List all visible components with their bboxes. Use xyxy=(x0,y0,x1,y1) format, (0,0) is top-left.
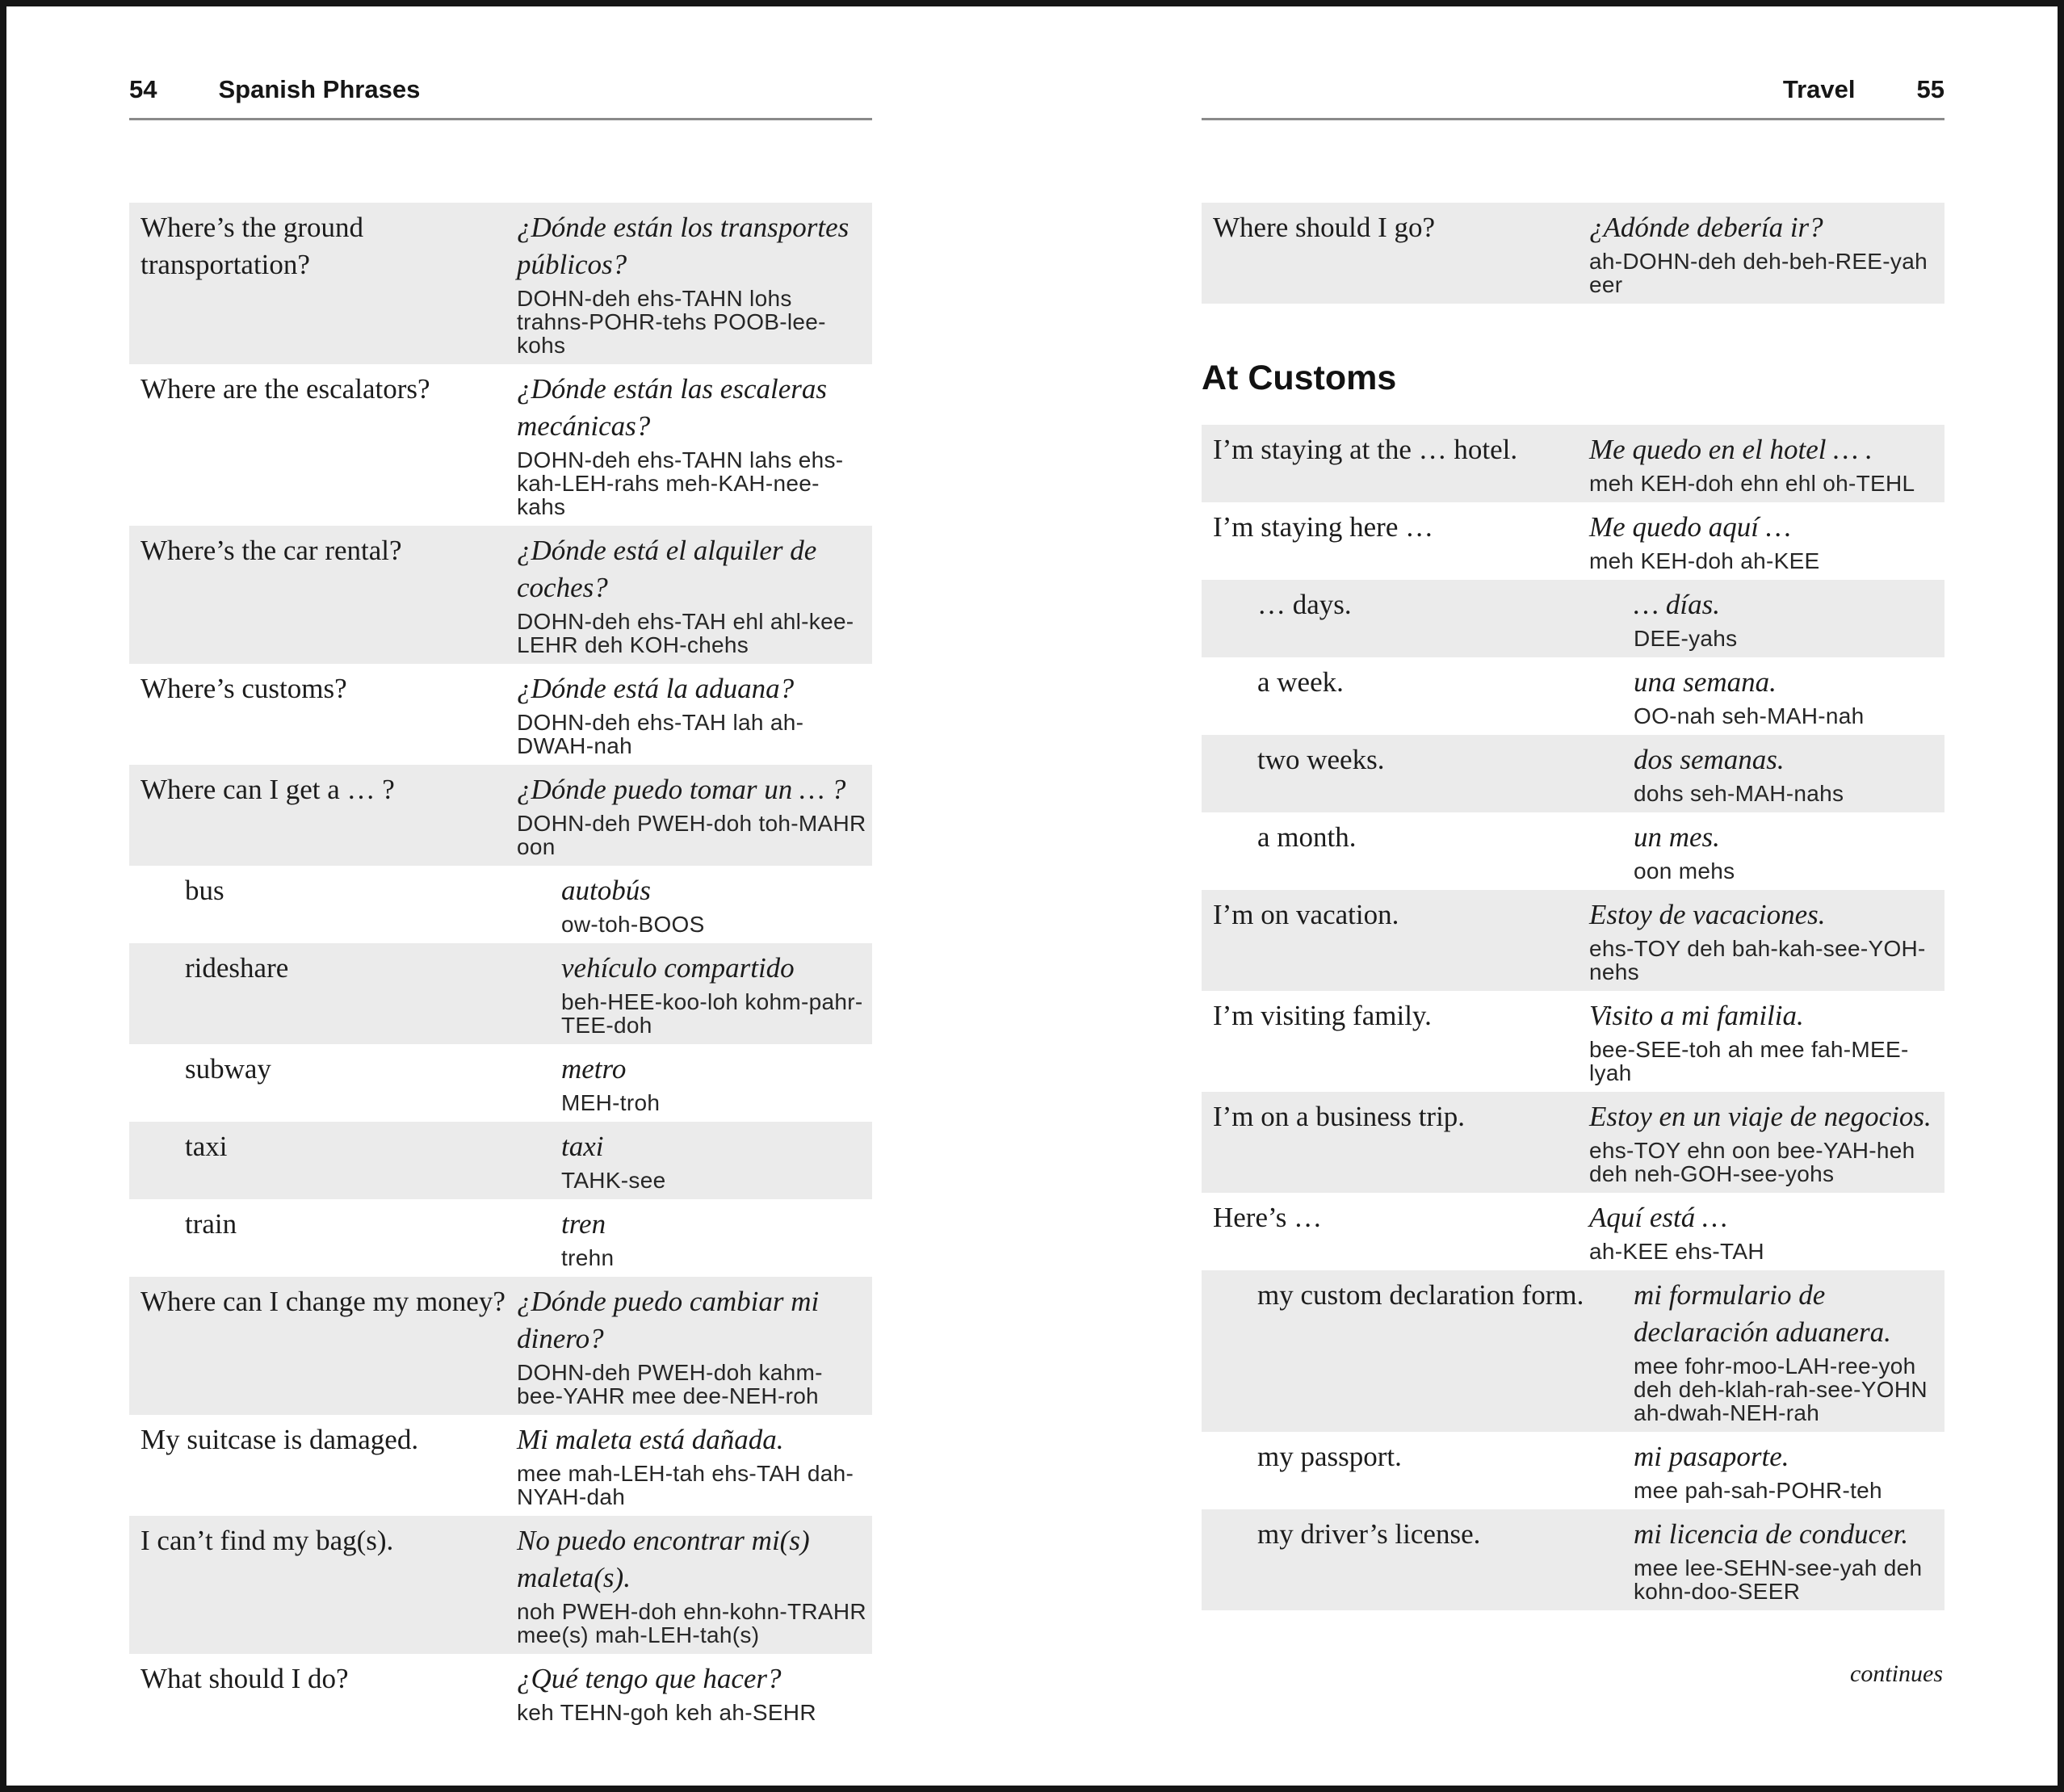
english-phrase: Where’s customs? xyxy=(141,673,347,704)
english-phrase: I’m on a business trip. xyxy=(1213,1101,1466,1132)
pronunciation: DOHN-deh PWEH-doh toh-MAHR oon xyxy=(517,811,866,859)
phrase-row xyxy=(129,765,872,866)
pronunciation: DOHN-deh PWEH-doh kahm-bee-YAHR mee dee-NEH-roh xyxy=(517,1360,823,1408)
pronunciation: ah-KEE ehs-TAH xyxy=(1589,1239,1764,1264)
phrase-row xyxy=(129,943,872,1044)
english-phrase: Here’s … xyxy=(1213,1202,1323,1233)
right-header-line xyxy=(1202,74,1944,105)
spanish-phrase: taxi xyxy=(561,1131,604,1162)
phrase-row xyxy=(1202,890,1944,991)
left-header-line xyxy=(129,74,872,105)
phrase-row xyxy=(129,1654,872,1731)
english-phrase: taxi xyxy=(185,1131,228,1162)
right-customs-table xyxy=(1202,425,1944,1610)
spanish-phrase: ¿Dónde están los transportes públicos? xyxy=(517,212,850,280)
spanish-cell xyxy=(1589,816,1944,883)
english-phrase: my custom declaration form. xyxy=(1257,1279,1584,1311)
spanish-cell xyxy=(1589,207,1944,296)
pronunciation: TAHK-see xyxy=(561,1168,666,1193)
left-page-number: 54 xyxy=(129,75,157,103)
pronunciation: DOHN-deh ehs-TAH lah ah-DWAH-nah xyxy=(517,710,804,758)
phrase-row xyxy=(129,1516,872,1654)
spanish-cell xyxy=(1589,661,1944,728)
spanish-phrase: Visito a mi familia. xyxy=(1589,1000,1804,1031)
spanish-cell xyxy=(1589,1513,1944,1603)
left-phrase-table xyxy=(129,203,872,1731)
spanish-phrase: autobús xyxy=(561,875,651,906)
spanish-cell xyxy=(517,1658,872,1724)
english-phrase: a month. xyxy=(1257,821,1357,853)
spanish-phrase: ¿Adónde debería ir? xyxy=(1589,212,1823,243)
pronunciation: ah-DOHN-deh deh-beh-REE-yah eer xyxy=(1589,249,1928,297)
spanish-phrase: tren xyxy=(561,1208,606,1240)
spanish-cell xyxy=(1589,1436,1944,1502)
spanish-cell xyxy=(517,769,872,858)
phrase-row xyxy=(129,1122,872,1199)
spanish-phrase: mi licencia de conducer. xyxy=(1634,1518,1909,1550)
pronunciation: ow-toh-BOOS xyxy=(561,912,705,937)
pronunciation: meh KEH-doh ehn ehl oh-TEHL xyxy=(1589,471,1915,496)
spanish-cell xyxy=(517,530,872,657)
spanish-cell xyxy=(517,1203,872,1270)
english-phrase: … days. xyxy=(1257,589,1352,620)
english-phrase: Where should I go? xyxy=(1213,212,1436,243)
left-header-rule xyxy=(129,118,872,120)
spanish-cell xyxy=(1589,894,1944,984)
english-phrase: a week. xyxy=(1257,666,1344,698)
spanish-phrase: ¿Dónde puedo tomar un … ? xyxy=(517,774,846,805)
spanish-cell xyxy=(1589,1197,1944,1263)
phrase-row xyxy=(1202,1270,1944,1432)
english-phrase: Where can I change my money? xyxy=(141,1286,506,1317)
pronunciation: oon mehs xyxy=(1634,858,1735,883)
spanish-cell xyxy=(517,1048,872,1114)
spanish-cell xyxy=(517,1520,872,1647)
english-phrase: What should I do? xyxy=(141,1663,349,1694)
spanish-cell xyxy=(1589,584,1944,650)
pronunciation: mee mah-LEH-tah ehs-TAH dah-NYAH-dah xyxy=(517,1461,854,1509)
phrase-row xyxy=(1202,657,1944,735)
pronunciation: noh PWEH-doh ehn-kohn-TRAHR mee(s) mah-LEH-tah(s) xyxy=(517,1599,866,1647)
pronunciation: trehn xyxy=(561,1245,615,1270)
phrase-row xyxy=(129,1044,872,1122)
phrase-row xyxy=(129,203,872,364)
spanish-phrase: metro xyxy=(561,1053,627,1085)
phrase-row xyxy=(1202,580,1944,657)
english-phrase: my passport. xyxy=(1257,1441,1402,1472)
spanish-cell xyxy=(517,207,872,357)
pronunciation: ehs-TOY ehn oon bee-YAH-heh deh neh-GOH-see-yohs xyxy=(1589,1138,1915,1186)
phrase-row xyxy=(129,526,872,664)
phrase-row xyxy=(1202,425,1944,502)
english-phrase: train xyxy=(185,1208,237,1240)
pronunciation: beh-HEE-koo-loh kohm-pahr-TEE-doh xyxy=(561,989,863,1038)
pronunciation: mee pah-sah-POHR-teh xyxy=(1634,1478,1882,1503)
spanish-phrase: ¿Dónde está el alquiler de coches? xyxy=(517,535,817,603)
pronunciation: mee lee-SEHN-see-yah deh kohn-doo-SEER xyxy=(1634,1555,1923,1604)
spanish-phrase: Mi maleta está dañada. xyxy=(517,1424,784,1455)
spanish-phrase: Aquí está … xyxy=(1589,1202,1728,1233)
english-phrase: Where can I get a … ? xyxy=(141,774,395,805)
pronunciation: MEH-troh xyxy=(561,1090,661,1115)
spanish-phrase: mi formulario de declaración aduanera. xyxy=(1634,1279,1891,1348)
phrase-row xyxy=(1202,203,1944,304)
spanish-phrase: un mes. xyxy=(1634,821,1720,853)
english-phrase: I’m visiting family. xyxy=(1213,1000,1432,1031)
spanish-phrase: vehículo compartido xyxy=(561,952,795,984)
left-page-header xyxy=(129,6,872,120)
spanish-phrase: … días. xyxy=(1634,589,1720,620)
spanish-phrase: Me quedo en el hotel … . xyxy=(1589,434,1873,465)
phrase-row xyxy=(129,1277,872,1415)
pronunciation: keh TEHN-goh keh ah-SEHR xyxy=(517,1700,816,1725)
spanish-phrase: ¿Dónde está la aduana? xyxy=(517,673,795,704)
spanish-phrase: una semana. xyxy=(1634,666,1777,698)
pronunciation: DEE-yahs xyxy=(1634,626,1738,651)
pronunciation: DOHN-deh ehs-TAHN lahs ehs-kah-LEH-rahs meh-KAH-nee-kahs xyxy=(517,447,844,519)
right-intro-table xyxy=(1202,203,1944,304)
pronunciation: dohs seh-MAH-nahs xyxy=(1634,781,1844,806)
pronunciation: mee fohr-moo-LAH-ree-yoh deh deh-klah-rah-see-YOHN ah-dwah-NEH-rah xyxy=(1634,1353,1928,1425)
left-running-title: Spanish Phrases xyxy=(218,75,421,103)
pronunciation: DOHN-deh ehs-TAH ehl ahl-kee-LEHR deh KOH-chehs xyxy=(517,609,854,657)
spanish-cell xyxy=(1589,995,1944,1085)
phrase-row xyxy=(129,866,872,943)
english-phrase: Where’s the car rental? xyxy=(141,535,402,566)
english-phrase: two weeks. xyxy=(1257,744,1385,775)
english-phrase: I’m staying at the … hotel. xyxy=(1213,434,1518,465)
phrase-row xyxy=(1202,812,1944,890)
phrase-row xyxy=(1202,502,1944,580)
spanish-cell xyxy=(1589,1274,1944,1425)
spanish-cell xyxy=(1589,1096,1944,1186)
english-phrase: bus xyxy=(185,875,224,906)
spanish-phrase: mi pasaporte. xyxy=(1634,1441,1789,1472)
english-phrase: I’m on vacation. xyxy=(1213,899,1399,930)
english-phrase: Where’s the ground transportation? xyxy=(141,212,364,280)
spanish-phrase: No puedo encontrar mi(s) maleta(s). xyxy=(517,1525,810,1593)
phrase-row xyxy=(129,664,872,765)
phrase-row xyxy=(1202,1193,1944,1270)
spanish-cell xyxy=(517,870,872,936)
phrase-row xyxy=(129,364,872,526)
phrase-row xyxy=(1202,1509,1944,1610)
spanish-phrase: Me quedo aquí … xyxy=(1589,511,1791,543)
pronunciation: DOHN-deh ehs-TAHN lohs trahns-POHR-tehs POOB-lee-kohs xyxy=(517,286,826,358)
spanish-cell xyxy=(1589,739,1944,805)
spanish-cell xyxy=(517,368,872,518)
spanish-phrase: Estoy en un viaje de negocios. xyxy=(1589,1101,1932,1132)
spanish-phrase: Estoy de vacaciones. xyxy=(1589,899,1826,930)
page-left-54 xyxy=(129,6,872,1786)
spanish-cell xyxy=(517,947,872,1037)
spanish-phrase: dos semanas. xyxy=(1634,744,1785,775)
pronunciation: bee-SEE-toh ah mee fah-MEE-lyah xyxy=(1589,1037,1909,1085)
phrase-row xyxy=(129,1199,872,1277)
phrase-row xyxy=(1202,991,1944,1092)
spanish-cell xyxy=(517,1281,872,1408)
english-phrase: Where are the escalators? xyxy=(141,373,430,405)
spanish-cell xyxy=(1589,506,1944,573)
section-heading-at-customs: At Customs xyxy=(1202,359,1397,397)
english-phrase: my driver’s license. xyxy=(1257,1518,1481,1550)
english-phrase: subway xyxy=(185,1053,271,1085)
phrase-row xyxy=(1202,735,1944,812)
continues-note: continues xyxy=(1850,1660,1943,1687)
english-phrase: I can’t find my bag(s). xyxy=(141,1525,394,1556)
right-running-title: Travel xyxy=(1782,75,1856,103)
english-phrase: My suitcase is damaged. xyxy=(141,1424,419,1455)
spanish-cell xyxy=(1589,429,1944,495)
pronunciation: OO-nah seh-MAH-nah xyxy=(1634,703,1865,728)
pronunciation: meh KEH-doh ah-KEE xyxy=(1589,548,1820,573)
spanish-cell xyxy=(517,1419,872,1509)
right-page-header xyxy=(1202,6,1944,120)
english-phrase: rideshare xyxy=(185,952,289,984)
spanish-phrase: ¿Qué tengo que hacer? xyxy=(517,1663,782,1694)
spanish-phrase: ¿Dónde están las escaleras mecánicas? xyxy=(517,373,827,442)
page-right-55 xyxy=(1202,6,1944,1786)
pronunciation: ehs-TOY deh bah-kah-see-YOH-nehs xyxy=(1589,936,1926,984)
spanish-phrase: ¿Dónde puedo cambiar mi dinero? xyxy=(517,1286,820,1354)
english-phrase: I’m staying here … xyxy=(1213,511,1434,543)
phrase-row xyxy=(1202,1092,1944,1193)
right-page-number: 55 xyxy=(1916,75,1944,103)
spanish-cell xyxy=(517,1126,872,1192)
phrase-row xyxy=(129,1415,872,1516)
right-header-rule xyxy=(1202,118,1944,120)
spanish-cell xyxy=(517,668,872,758)
phrase-row xyxy=(1202,1432,1944,1509)
